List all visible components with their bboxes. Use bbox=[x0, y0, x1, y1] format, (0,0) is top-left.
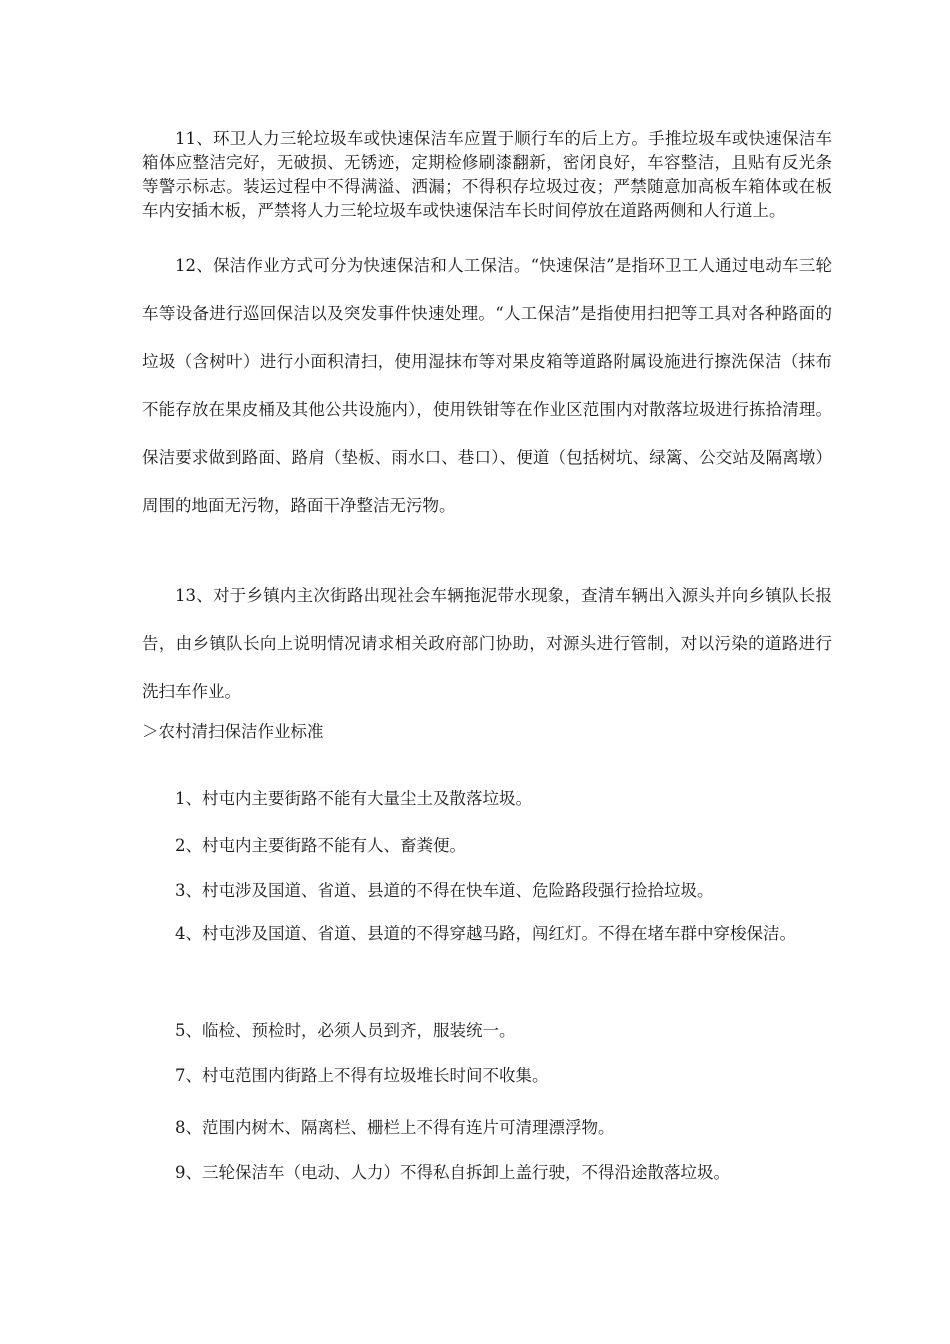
rural-item-4: 4、村屯涉及国道、省道、县道的不得穿越马路，闯红灯。不得在堵车群中穿梭保洁。 bbox=[175, 924, 796, 943]
rural-item-9: 9、三轮保洁车（电动、人力）不得私自拆卸上盖行驶，不得沿途散落垃圾。 bbox=[175, 1163, 730, 1182]
rural-item-2: 2、村屯内主要街路不能有人、畜粪便。 bbox=[175, 836, 466, 855]
paragraph-11: 11、环卫人力三轮垃圾车或快速保洁车应置于顺行车的后上方。手推垃圾车或快速保洁车箱体应整洁完好，无破损、无锈迹，定期检修刷漆翻新，密闭良好，车容整洁，且贴有反光条等警示标志。装运过程中不得满溢、洒漏；不得积存垃圾过夜；严禁随意加高板车箱体或在板车内安插木板，严禁将人力三轮垃圾车或快速保洁车长时间停放在道路两侧和人行道上。 bbox=[142, 129, 832, 220]
rural-item-5: 5、临检、预检时，必须人员到齐，服装统一。 bbox=[175, 1021, 516, 1040]
paragraph-12: 12、保洁作业方式可分为快速保洁和人工保洁。“快速保洁”是指环卫工人通过电动车三轮车等设备进行巡回保洁以及突发事件快速处理。“人工保洁”是指使用扫把等工具对各种路面的垃圾（含树叶）进行小面积清扫，使用湿抹布等对果皮箱等道路附属设施进行擦洗保洁（抹布不能存放在果皮桶及其他公共设施内），使用铁钳等在作业区范围内对散落垃圾进行拣拾清理。保洁要求做到路面、路肩（垫板、雨水口、巷口）、便道（包括树坑、绿篱、公交站及隔离墩）周围的地面无污物，路面干净整洁无污物。 bbox=[142, 256, 832, 515]
section-heading: ＞农村清扫保洁作业标准 bbox=[142, 722, 324, 741]
rural-item-7: 7、村屯范围内街路上不得有垃圾堆长时间不收集。 bbox=[175, 1066, 549, 1085]
rural-item-8: 8、范围内树木、隔离栏、栅栏上不得有连片可清理漂浮物。 bbox=[175, 1118, 615, 1137]
rural-item-3: 3、村屯涉及国道、省道、县道的不得在快车道、危险路段强行捡拾垃圾。 bbox=[175, 881, 714, 900]
rural-item-1: 1、村屯内主要街路不能有大量尘土及散落垃圾。 bbox=[175, 789, 532, 808]
paragraph-13: 13、对于乡镇内主次街路出现社会车辆拖泥带水现象，查清车辆出入源头并向乡镇队长报告，由乡镇队长向上说明情况请求相关政府部门协助，对源头进行管制，对以污染的道路进行洗扫车作业。 bbox=[142, 586, 832, 701]
